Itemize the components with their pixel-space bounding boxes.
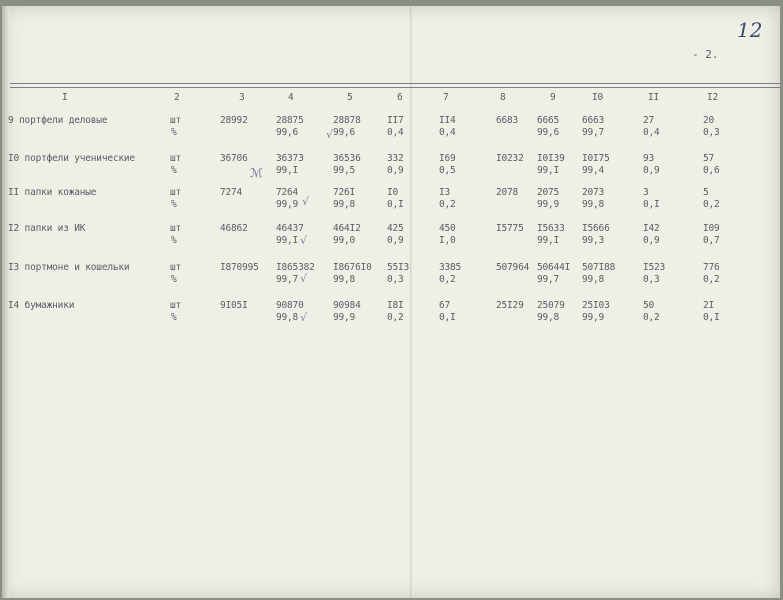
cell-value: 776 — [703, 262, 720, 273]
cell-value: I523 — [643, 262, 666, 273]
cell-percent: 99,6 — [276, 127, 299, 138]
cell-value: 36706 — [220, 153, 248, 164]
cell-value: 93 — [643, 153, 655, 164]
cell-percent: 0,4 — [439, 127, 456, 138]
cell-percent: 0,9 — [643, 165, 660, 176]
unit-label: шт — [170, 300, 182, 311]
cell-percent: 0,2 — [439, 274, 456, 285]
check-mark: √ — [300, 234, 308, 247]
cell-value: 6663 — [582, 115, 605, 126]
cell-percent: 99,8 — [333, 274, 356, 285]
cell-value: 36373 — [276, 153, 304, 164]
cell-value: 25I03 — [582, 300, 610, 311]
cell-percent: 99,I — [276, 165, 299, 176]
column-header-8: 8 — [500, 92, 506, 103]
column-header-2: 2 — [174, 92, 180, 103]
cell-percent: 0,2 — [703, 274, 720, 285]
column-header-10: I0 — [592, 92, 604, 103]
cell-value: 7274 — [220, 187, 243, 198]
cell-value: 9I05I — [220, 300, 248, 311]
percent-label: % — [171, 274, 177, 285]
cell-percent: 99,6 — [333, 127, 356, 138]
cell-value: I0 — [387, 187, 399, 198]
cell-value: 507I88 — [582, 262, 616, 273]
header-rule-bottom — [10, 87, 780, 88]
cell-percent: 99,I — [537, 235, 560, 246]
cell-value: I09 — [703, 223, 720, 234]
cell-value: 28875 — [276, 115, 304, 126]
cell-value: 50644I — [537, 262, 571, 273]
unit-label: шт — [170, 262, 182, 273]
handwritten-mark: ℳ — [250, 166, 263, 180]
cell-value: 90984 — [333, 300, 361, 311]
cell-percent: 0,4 — [643, 127, 660, 138]
percent-label: % — [171, 199, 177, 210]
cell-value: I8I — [387, 300, 404, 311]
unit-label: шт — [170, 153, 182, 164]
cell-percent: 99,9 — [537, 199, 560, 210]
check-mark: √ — [300, 311, 308, 324]
cell-value: 57 — [703, 153, 715, 164]
cell-percent: 99,I — [537, 165, 560, 176]
cell-percent: 0,3 — [387, 274, 404, 285]
cell-value: 50 — [643, 300, 655, 311]
row-label: I2 папки из ИК — [8, 223, 86, 234]
cell-percent: 99,9 — [582, 312, 605, 323]
column-header-1: I — [62, 92, 68, 103]
cell-percent: 0,6 — [703, 165, 720, 176]
cell-value: 20 — [703, 115, 715, 126]
row-label: 9 портфели деловые — [8, 115, 108, 126]
unit-label: шт — [170, 115, 182, 126]
cell-value: I865382 — [276, 262, 315, 273]
cell-percent: 99,3 — [582, 235, 605, 246]
typed-page-number: - 2. — [692, 48, 719, 61]
row-label: I4 бумажники — [8, 300, 75, 311]
cell-value: 7264 — [276, 187, 299, 198]
cell-value: I870995 — [220, 262, 259, 273]
cell-value: 507964 — [496, 262, 530, 273]
cell-percent: 0,3 — [703, 127, 720, 138]
cell-percent: 0,I — [643, 199, 660, 210]
column-header-11: II — [648, 92, 660, 103]
cell-value: 726I — [333, 187, 356, 198]
cell-percent: 99,4 — [582, 165, 605, 176]
cell-percent: 0,7 — [703, 235, 720, 246]
cell-value: 2078 — [496, 187, 519, 198]
cell-value: I0I75 — [582, 153, 610, 164]
column-header-5: 5 — [347, 92, 353, 103]
cell-value: I5666 — [582, 223, 610, 234]
cell-percent: 0,I — [439, 312, 456, 323]
cell-percent: 99,7 — [537, 274, 560, 285]
cell-value: 425 — [387, 223, 404, 234]
handwritten-page-number: 12 — [737, 18, 763, 42]
cell-value: 36536 — [333, 153, 361, 164]
cell-percent: 99,5 — [333, 165, 356, 176]
cell-value: I0232 — [496, 153, 524, 164]
cell-value: 2I — [703, 300, 715, 311]
cell-value: 2073 — [582, 187, 605, 198]
cell-value: 46437 — [276, 223, 304, 234]
column-header-9: 9 — [550, 92, 556, 103]
cell-percent: 0,2 — [703, 199, 720, 210]
cell-value: 6665 — [537, 115, 560, 126]
cell-percent: 0,4 — [387, 127, 404, 138]
cell-percent: 99,8 — [582, 274, 605, 285]
cell-percent: 0,I — [703, 312, 720, 323]
cell-value: 25079 — [537, 300, 565, 311]
cell-percent: 0,2 — [439, 199, 456, 210]
document-page — [2, 6, 780, 598]
cell-value: 332 — [387, 153, 404, 164]
cell-value: I5775 — [496, 223, 524, 234]
cell-value: 28878 — [333, 115, 361, 126]
column-header-12: I2 — [707, 92, 719, 103]
cell-value: II4 — [439, 115, 456, 126]
percent-label: % — [171, 312, 177, 323]
cell-percent: 99,8 — [537, 312, 560, 323]
cell-value: 67 — [439, 300, 451, 311]
row-label: I0 портфели ученические — [8, 153, 135, 164]
cell-value: 28992 — [220, 115, 248, 126]
cell-percent: 99,8 — [582, 199, 605, 210]
cell-value: 6683 — [496, 115, 519, 126]
cell-percent: 99,0 — [333, 235, 356, 246]
cell-value: 3385 — [439, 262, 462, 273]
cell-value: 5 — [703, 187, 709, 198]
cell-value: 46862 — [220, 223, 248, 234]
cell-percent: 99,7 — [276, 274, 299, 285]
cell-percent: 0,I — [387, 199, 404, 210]
cell-percent: 0,3 — [643, 274, 660, 285]
unit-label: шт — [170, 187, 182, 198]
cell-value: I5633 — [537, 223, 565, 234]
cell-percent: 99,7 — [582, 127, 605, 138]
check-mark: √ — [300, 272, 308, 285]
cell-value: 3 — [643, 187, 649, 198]
percent-label: % — [171, 165, 177, 176]
cell-value: 27 — [643, 115, 655, 126]
row-label: I3 портмоне и кошельки — [8, 262, 130, 273]
cell-percent: 0,2 — [387, 312, 404, 323]
cell-percent: 0,2 — [643, 312, 660, 323]
cell-percent: 99,6 — [537, 127, 560, 138]
cell-value: I8676I0 — [333, 262, 372, 273]
column-header-4: 4 — [288, 92, 294, 103]
cell-value: I0I39 — [537, 153, 565, 164]
cell-percent: 99,I — [276, 235, 299, 246]
cell-value: 464I2 — [333, 223, 361, 234]
cell-percent: 0,9 — [387, 235, 404, 246]
cell-value: I3 — [439, 187, 451, 198]
cell-percent: 99,9 — [276, 199, 299, 210]
cell-percent: 99,9 — [333, 312, 356, 323]
cell-percent: 0,9 — [643, 235, 660, 246]
cell-value: II7 — [387, 115, 404, 126]
cell-value: I42 — [643, 223, 660, 234]
cell-percent: 99,8 — [276, 312, 299, 323]
cell-value: 25I29 — [496, 300, 524, 311]
cell-value: 55I3 — [387, 262, 410, 273]
percent-label: % — [171, 127, 177, 138]
cell-percent: 0,5 — [439, 165, 456, 176]
check-mark: √ — [326, 128, 334, 141]
page-fold — [410, 6, 413, 598]
column-header-6: 6 — [397, 92, 403, 103]
cell-value: 90870 — [276, 300, 304, 311]
check-mark: √ — [302, 195, 310, 208]
cell-value: I69 — [439, 153, 456, 164]
cell-percent: 99,8 — [333, 199, 356, 210]
cell-value: 450 — [439, 223, 456, 234]
cell-percent: 0,9 — [387, 165, 404, 176]
header-rule-top — [10, 83, 780, 84]
column-header-3: 3 — [239, 92, 245, 103]
cell-value: 2075 — [537, 187, 560, 198]
unit-label: шт — [170, 223, 182, 234]
row-label: II папки кожаные — [8, 187, 97, 198]
cell-percent: I,0 — [439, 235, 456, 246]
column-header-7: 7 — [443, 92, 449, 103]
percent-label: % — [171, 235, 177, 246]
